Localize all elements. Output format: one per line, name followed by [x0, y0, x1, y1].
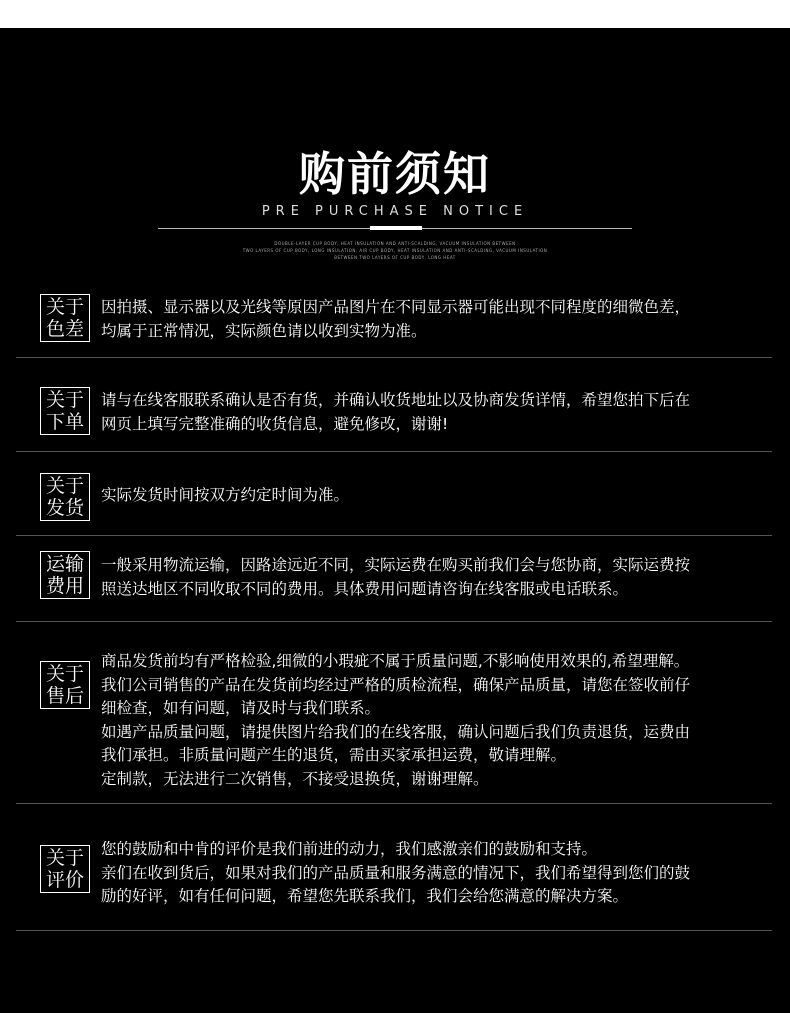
section-label-color-difference: [40, 294, 90, 342]
section-divider: [16, 803, 772, 804]
section-text-line: 您的鼓励和中肯的评价是我们前进的动力，我们感激亲们的鼓励和支持。: [101, 840, 598, 858]
fine-print-line: TWO LAYERS OF CUP BODY, LONG INSULATION, AIR CUP BODY, HEAT INSULATION AND ANTI-SCALDING, VACUUM INSULATION: [242, 248, 548, 253]
section-label-line: 运输: [45, 553, 84, 575]
fine-print-line: BETWEEN TWO LAYERS OF CUP BODY, LONG HEAT: [334, 255, 456, 260]
section-text-line: 请与在线客服联系确认是否有货，并确认收货地址以及协商发货详情，希望您拍下后在: [101, 391, 691, 409]
section-divider: [16, 451, 772, 452]
section-text-ordering: [101, 389, 765, 436]
section-text-line: 如遇产品质量问题，请提供图片给我们的在线客服，确认问题后我们负责退货，运费由: [101, 722, 691, 741]
section-text-line: 照送达地区不同收取不同的费用。具体费用问题请咨询在线客服或电话联系。: [101, 579, 629, 598]
section-text-line: 定制款，无法进行二次销售，不接受退换货，谢谢理解。: [101, 769, 489, 788]
section-text-line: 细检查，如有问题，请及时与我们联系。: [101, 699, 381, 717]
title-divider-accent: [370, 226, 422, 230]
section-label-shipping: [40, 473, 90, 521]
section-label-line: 费用: [45, 575, 84, 597]
section-text-line: 均属于正常情况，实际颜色请以收到实物为准。: [101, 321, 427, 340]
section-label-line: 关于: [45, 663, 84, 685]
section-text-line: 亲们在收到货后，如果对我们的产品质量和服务满意的情况下，我们希望得到您们的鼓: [101, 863, 691, 882]
page-title: 购前须知: [299, 147, 491, 201]
page-subtitle: PRE PURCHASE NOTICE: [261, 204, 529, 219]
section-label-line: 关于: [45, 296, 84, 318]
fine-print-line: DOUBLE-LAYER CUP BODY, HEAT INSULATION AND ANTI-SCALDING, VACUUM INSULATION BETWEEN: [274, 241, 516, 246]
section-text-line: 我们承担。非质量问题产生的退货，需由买家承担运费，敬请理解。: [101, 746, 567, 764]
section-text-line: 我们公司销售的产品在发货前均经过严格的质检流程，确保产品质量，请您在签收前仔: [101, 675, 691, 694]
section-label-line: 关于: [45, 475, 84, 497]
section-label-reviews: [40, 845, 90, 893]
section-label-line: 发货: [45, 497, 84, 519]
section-text-line: 一般采用物流运输，因路途远近不同，实际运费在购买前我们会与您协商，实际运费按: [101, 556, 691, 574]
section-label-line: 售后: [45, 685, 84, 707]
section-label-shipping-fee: [40, 551, 90, 599]
section-label-line: 关于: [45, 847, 84, 869]
section-divider: [16, 930, 772, 931]
section-divider: [16, 535, 772, 536]
section-label-after-sales: [40, 661, 90, 709]
section-text-line: 励的好评，如有任何问题，希望您先联系我们，我们会给您满意的解决方案。: [101, 887, 629, 905]
section-label-line: 色差: [45, 318, 84, 340]
section-text-reviews: [101, 838, 765, 909]
section-text-line: 网页上填写完整准确的收货信息，避免修改，谢谢!: [101, 414, 449, 433]
section-text-line: 因拍摄、显示器以及光线等原因产品图片在不同显示器可能出现不同程度的细微色差，: [101, 298, 691, 316]
section-text-line: 商品发货前均有严格检验,细微的小瑕疵不属于质量问题,不影响使用效果的,希望理解。: [101, 652, 690, 670]
section-label-ordering: [40, 387, 90, 435]
section-text-color-difference: [101, 296, 765, 343]
top-white-band: [0, 0, 790, 28]
section-text-line: 实际发货时间按双方约定时间为准。: [101, 486, 350, 504]
section-text-shipping: [101, 484, 765, 508]
section-divider: [16, 621, 772, 622]
section-label-line: 下单: [45, 411, 84, 433]
section-divider: [16, 357, 772, 358]
section-text-shipping-fee: [101, 554, 765, 601]
section-text-after-sales: [101, 650, 765, 791]
section-label-line: 评价: [45, 869, 84, 891]
section-label-line: 关于: [45, 389, 84, 411]
